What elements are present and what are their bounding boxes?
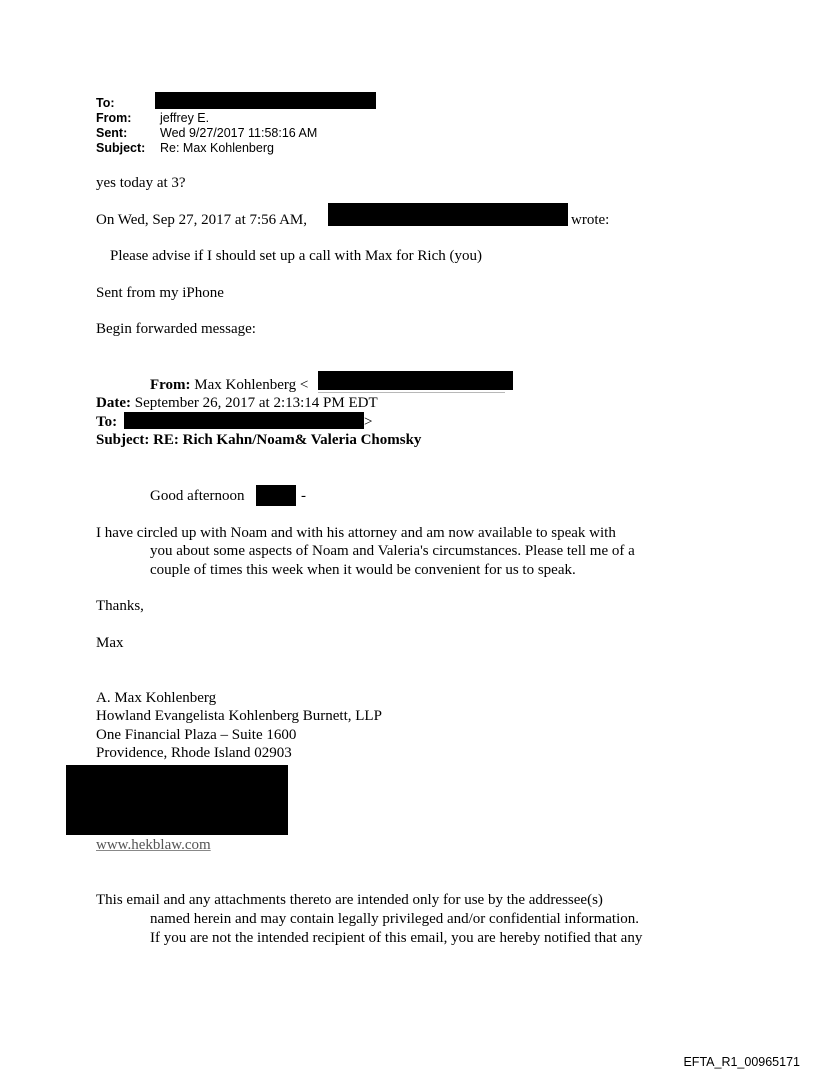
fwd-to-row bbox=[96, 413, 117, 431]
header-to-row bbox=[96, 96, 160, 111]
sent-value: Wed 9/27/2017 11:58:16 AM bbox=[160, 126, 318, 140]
fwd-to-suffix: > bbox=[364, 414, 373, 430]
fwd-date-value: September 26, 2017 at 2:13:14 PM EDT bbox=[134, 395, 378, 411]
subject-value: Re: Max Kohlenberg bbox=[160, 141, 274, 155]
header-sent-row bbox=[96, 126, 317, 141]
thanks-text: Thanks, bbox=[96, 598, 144, 614]
message-line-2: you about some aspects of Noam and Valeria's circumstances. Please tell me of a bbox=[150, 543, 635, 559]
message-line-3: couple of times this week when it would be convenient for us to speak. bbox=[150, 562, 576, 578]
redaction-fwd-from bbox=[318, 371, 513, 390]
document-id: EFTA_R1_00965171 bbox=[683, 1055, 800, 1069]
fwd-from-value: Max Kohlenberg < bbox=[194, 377, 309, 393]
quote-intro-suffix: wrote: bbox=[571, 212, 610, 228]
reply-text: yes today at 3? bbox=[96, 175, 186, 191]
redaction-underline bbox=[318, 392, 505, 393]
disclaimer-line-1: This email and any attachments thereto are intended only for use by the addressee(s) bbox=[96, 892, 603, 908]
fwd-to-label: To: bbox=[96, 414, 118, 430]
sent-from-text: Sent from my iPhone bbox=[96, 285, 224, 301]
disclaimer-line-2: named herein and may contain legally privileged and/or confidential information. bbox=[150, 911, 640, 927]
disclaimer-line-3: If you are not the intended recipient of this email, you are hereby notified that any bbox=[150, 930, 643, 946]
redaction-fwd-to bbox=[124, 412, 364, 429]
to-label: To: bbox=[96, 96, 115, 110]
signature-firm: Howland Evangelista Kohlenberg Burnett, LLP bbox=[96, 708, 382, 724]
redaction-greeting-name bbox=[256, 485, 296, 506]
fwd-from-label: From: bbox=[150, 377, 191, 393]
website-link[interactable]: www.hekblaw.com bbox=[96, 837, 211, 853]
header-subject-row bbox=[96, 141, 274, 156]
fwd-from-row bbox=[150, 376, 308, 394]
quote-intro-prefix: On Wed, Sep 27, 2017 at 7:56 AM, bbox=[96, 212, 308, 228]
fwd-date-label: Date: bbox=[96, 395, 131, 411]
signature-address-1: One Financial Plaza – Suite 1600 bbox=[96, 727, 297, 743]
message-line-1: I have circled up with Noam and with his attorney and am now available to speak with bbox=[96, 525, 616, 541]
fwd-subject-line: Subject: RE: Rich Kahn/Noam& Valeria Chomsky bbox=[96, 432, 422, 448]
subject-label: Subject: bbox=[96, 141, 146, 155]
redaction-to bbox=[155, 92, 376, 109]
sign-text: Max bbox=[96, 635, 124, 651]
advise-text: Please advise if I should set up a call with Max for Rich (you) bbox=[110, 248, 482, 264]
greeting-suffix: - bbox=[301, 488, 306, 504]
begin-forwarded-text: Begin forwarded message: bbox=[96, 321, 256, 337]
signature-name: A. Max Kohlenberg bbox=[96, 690, 217, 706]
sent-label: Sent: bbox=[96, 126, 128, 140]
redaction-sender bbox=[328, 203, 568, 226]
greeting-text: Good afternoon bbox=[150, 488, 245, 504]
from-value: jeffrey E. bbox=[160, 111, 210, 125]
from-label: From: bbox=[96, 111, 132, 125]
signature-address-2: Providence, Rhode Island 02903 bbox=[96, 745, 292, 761]
redaction-contact-block bbox=[66, 765, 288, 835]
header-from-row bbox=[96, 111, 209, 126]
fwd-date-row bbox=[96, 394, 378, 412]
